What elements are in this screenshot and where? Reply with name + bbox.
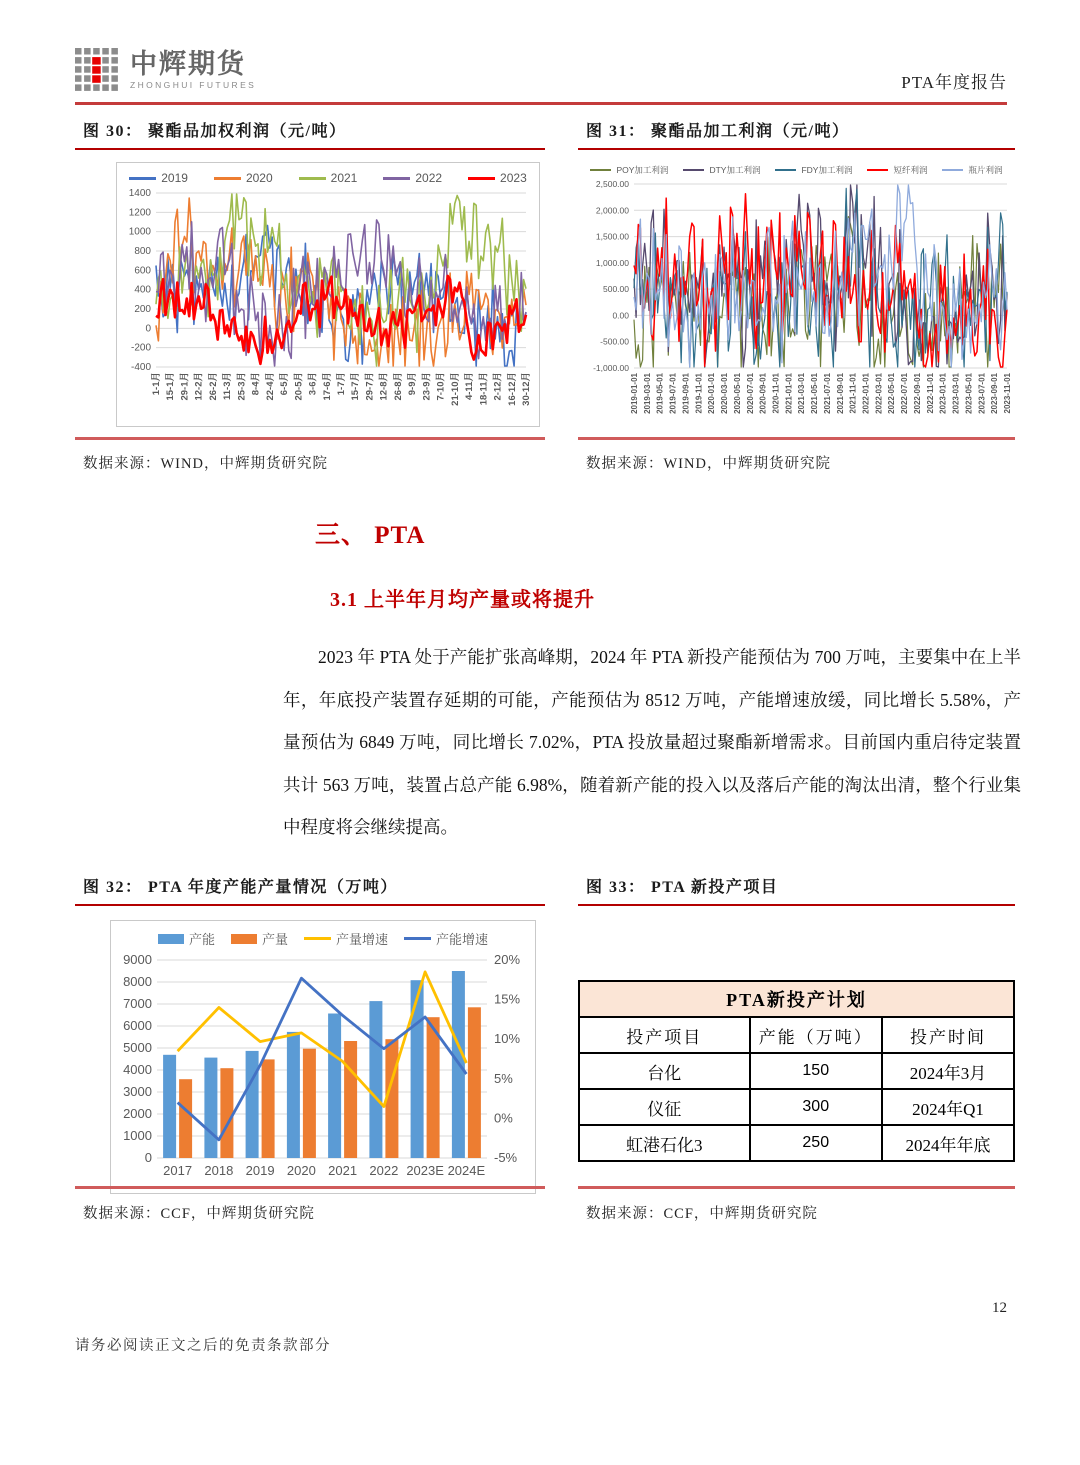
- svg-text:2020: 2020: [286, 1163, 316, 1178]
- svg-text:26-2月: 26-2月: [207, 372, 219, 401]
- svg-text:200: 200: [134, 304, 151, 315]
- svg-text:1,500.00: 1,500.00: [595, 231, 629, 242]
- svg-text:800: 800: [134, 246, 151, 257]
- svg-text:2019-01-01: 2019-01-01: [630, 373, 639, 414]
- svg-text:2024E: 2024E: [447, 1163, 486, 1178]
- table-header-2: 投产时间: [882, 1017, 1014, 1053]
- svg-text:2020-11-01: 2020-11-01: [771, 373, 781, 414]
- svg-text:11-3月: 11-3月: [222, 372, 234, 400]
- figure-30-bottom-rule: [75, 437, 545, 440]
- legend-item-产量: 产量: [231, 929, 288, 948]
- figure-30-block: [75, 116, 545, 488]
- processing-profit-chart-box: [578, 164, 1015, 433]
- svg-text:2020-07-01: 2020-07-01: [745, 373, 755, 414]
- svg-text:21-10月: 21-10月: [449, 372, 461, 406]
- figure-32-source: 数据来源：CCF，中辉期货研究院: [83, 1206, 315, 1222]
- legend-item-2021: 2021: [299, 171, 358, 185]
- legend-swatch: [404, 937, 431, 940]
- legend-item-产能: 产能: [158, 929, 215, 948]
- table-cell: 250: [750, 1125, 882, 1161]
- table-cell: 虹港石化3: [579, 1125, 750, 1161]
- legend-swatch: [590, 169, 611, 172]
- svg-text:2021: 2021: [328, 1163, 358, 1178]
- svg-text:2021-05-01: 2021-05-01: [810, 373, 820, 414]
- svg-text:2021-09-01: 2021-09-01: [835, 373, 845, 414]
- svg-text:3000: 3000: [123, 1084, 152, 1099]
- legend-swatch: [304, 937, 331, 940]
- chart32-legend: [111, 929, 535, 948]
- legend-swatch: [775, 169, 796, 172]
- bar-产能-2020: [287, 1032, 300, 1158]
- svg-text:4-11月: 4-11月: [464, 372, 476, 400]
- svg-text:0.00: 0.00: [612, 310, 629, 321]
- svg-text:2017: 2017: [163, 1163, 193, 1178]
- legend-item-产量增速: 产量增速: [304, 929, 388, 948]
- svg-text:2021-03-01: 2021-03-01: [797, 373, 807, 414]
- svg-text:2022-11-01: 2022-11-01: [925, 373, 935, 414]
- table-cell: 仪征: [579, 1089, 750, 1125]
- figure-33-bottom-rule: [578, 1186, 1015, 1189]
- svg-text:600: 600: [134, 265, 151, 277]
- svg-text:16-12月: 16-12月: [506, 372, 518, 406]
- legend-item-产能增速: 产能增速: [404, 929, 488, 948]
- svg-text:2019: 2019: [245, 1163, 275, 1178]
- body-paragraph: 2023 年 PTA 处于产能扩张高峰期，2024 年 PTA 新投产能预估为 700 万吨，主要集中在上半年，年底投产装置存延期的可能，产能预估为 8512 万吨，产能增速放缓，同比增长 5.58%，产量预估为 6849 万吨，同比增长 7.02%，PTA 投放量超过聚酯新增需求。目前国内重启待定装置共计 563 万吨，装置占总产能 6.98%，随着新产能的投入以及落后产能的淘汰出清，整个行业集中程度将会继续提高。: [283, 647, 1021, 837]
- table-cell: 2024年Q1: [882, 1089, 1014, 1125]
- svg-text:2023-01-01: 2023-01-01: [938, 373, 948, 414]
- svg-text:2022-07-01: 2022-07-01: [900, 373, 910, 414]
- svg-text:1000: 1000: [123, 1128, 152, 1143]
- bar-产能-2023E: [411, 980, 424, 1158]
- legend-swatch: [683, 169, 704, 172]
- section-heading: 三、 PTA: [315, 522, 426, 549]
- svg-text:2020-05-01: 2020-05-01: [732, 373, 742, 414]
- svg-text:8000: 8000: [123, 974, 152, 989]
- logo-company-name-en: ZHONGHUI FUTURES: [130, 80, 257, 90]
- svg-text:2020-09-01: 2020-09-01: [758, 373, 768, 414]
- figure-31-caption: 图 31： 聚酯品加工利润（元/吨）: [578, 116, 1015, 150]
- page-number: 12: [992, 1300, 1007, 1316]
- svg-text:-5%: -5%: [494, 1150, 518, 1165]
- svg-text:12-8月: 12-8月: [378, 372, 390, 401]
- svg-text:4000: 4000: [123, 1062, 152, 1077]
- svg-text:2021-01-01: 2021-01-01: [784, 373, 794, 414]
- svg-text:2019-09-01: 2019-09-01: [681, 373, 691, 414]
- bar-产量-2024E: [468, 1007, 481, 1158]
- svg-text:2000: 2000: [123, 1106, 152, 1121]
- svg-text:2019-11-01: 2019-11-01: [694, 373, 704, 414]
- processing-profit-line-chart: [578, 176, 1015, 428]
- legend-item-2020: 2020: [214, 171, 273, 185]
- svg-text:1,000.00: 1,000.00: [595, 257, 629, 268]
- figure-31-bottom-rule: [578, 437, 1015, 440]
- svg-text:2023E: 2023E: [406, 1163, 444, 1178]
- bar-产能-2018: [204, 1058, 217, 1158]
- legend-item-DTY加工利润: DTY加工利润: [683, 164, 760, 176]
- svg-text:20%: 20%: [494, 952, 521, 967]
- svg-text:23-9月: 23-9月: [421, 372, 433, 401]
- svg-text:7000: 7000: [123, 996, 152, 1011]
- svg-text:0: 0: [144, 1150, 152, 1165]
- svg-text:2018: 2018: [204, 1163, 234, 1178]
- table-cell: 2024年3月: [882, 1053, 1014, 1089]
- legend-item-FDY加工利润: FDY加工利润: [775, 164, 852, 176]
- table-cell: 台化: [579, 1053, 750, 1089]
- svg-text:18-11月: 18-11月: [478, 372, 490, 406]
- svg-text:1000: 1000: [128, 226, 151, 238]
- disclaimer-text: 请务必阅读正文之后的免责条款部分: [75, 1338, 331, 1354]
- svg-text:26-8月: 26-8月: [392, 372, 404, 401]
- legend-item-短纤利润: 短纤利润: [867, 164, 927, 176]
- legend-item-2019: 2019: [129, 171, 188, 185]
- svg-text:2022: 2022: [369, 1163, 399, 1178]
- svg-text:0: 0: [145, 323, 151, 335]
- svg-text:-400: -400: [130, 362, 151, 373]
- svg-text:15%: 15%: [494, 991, 521, 1007]
- svg-text:25-3月: 25-3月: [236, 372, 248, 401]
- table-row: [579, 1053, 1014, 1089]
- svg-text:2023-11-01: 2023-11-01: [1003, 373, 1012, 414]
- figure-32-caption: 图 32： PTA 年度产能产量情况（万吨）: [75, 872, 545, 906]
- svg-text:2019-03-01: 2019-03-01: [642, 373, 652, 414]
- svg-text:2019-07-01: 2019-07-01: [668, 373, 678, 414]
- bar-产量-2017: [179, 1079, 192, 1158]
- section-pta: [283, 515, 1021, 849]
- svg-text:6000: 6000: [123, 1018, 152, 1033]
- svg-text:2022-01-01: 2022-01-01: [861, 373, 871, 414]
- report-type-label: PTA年度报告: [901, 73, 1007, 92]
- svg-text:1-1月: 1-1月: [151, 372, 162, 396]
- legend-swatch: [214, 177, 241, 180]
- svg-text:2,000.00: 2,000.00: [595, 205, 629, 216]
- table-row: [579, 1125, 1014, 1161]
- figure-33-caption: 图 33： PTA 新投产项目: [578, 872, 1015, 906]
- svg-text:2023-03-01: 2023-03-01: [951, 373, 961, 414]
- svg-text:8-4月: 8-4月: [250, 372, 262, 396]
- figure-33-source: 数据来源：CCF，中辉期货研究院: [586, 1206, 818, 1222]
- svg-text:2023-05-01: 2023-05-01: [964, 373, 974, 414]
- bar-产能-2021: [328, 1014, 341, 1159]
- svg-text:5%: 5%: [494, 1070, 513, 1086]
- figure-row-top: [75, 116, 1015, 488]
- weighted-profit-line-chart: [118, 187, 534, 419]
- svg-text:2022-03-01: 2022-03-01: [874, 373, 884, 414]
- svg-text:2023-09-01: 2023-09-01: [990, 373, 1000, 414]
- table-row: [579, 1089, 1014, 1125]
- svg-text:15-7月: 15-7月: [350, 372, 362, 401]
- svg-text:2021-07-01: 2021-07-01: [822, 373, 832, 414]
- capacity-output-combo-chart: [111, 948, 533, 1184]
- legend-swatch: [867, 169, 888, 172]
- svg-text:2019-05-01: 2019-05-01: [655, 373, 665, 414]
- page-header: [75, 48, 1007, 93]
- svg-text:5000: 5000: [123, 1040, 152, 1055]
- svg-text:3-6月: 3-6月: [307, 372, 319, 396]
- svg-text:-1,000.00: -1,000.00: [593, 363, 629, 373]
- capacity-output-chart-box: [110, 920, 536, 1194]
- legend-swatch: [129, 177, 156, 180]
- svg-text:7-10月: 7-10月: [435, 372, 447, 401]
- logo-grid-icon: [75, 48, 121, 92]
- svg-text:2,500.00: 2,500.00: [595, 179, 629, 189]
- bar-产能-2019: [246, 1051, 259, 1158]
- legend-swatch: [158, 934, 184, 944]
- svg-text:2020-01-01: 2020-01-01: [707, 373, 717, 414]
- figure-32-bottom-rule: [75, 1186, 545, 1189]
- legend-swatch: [468, 177, 495, 180]
- figure-row-bottom: [75, 872, 1015, 1222]
- legend-swatch: [299, 177, 326, 180]
- legend-swatch: [231, 934, 257, 944]
- figure-31-source: 数据来源：WIND，中辉期货研究院: [586, 456, 831, 472]
- svg-text:29-1月: 29-1月: [179, 372, 191, 401]
- legend-swatch: [942, 169, 963, 172]
- table-cell: 300: [750, 1089, 882, 1125]
- svg-text:2022-09-01: 2022-09-01: [912, 373, 922, 414]
- table-cell: 150: [750, 1053, 882, 1089]
- svg-text:9000: 9000: [123, 952, 152, 967]
- svg-text:22-4月: 22-4月: [264, 372, 276, 401]
- subsection-heading: 3.1 上半年月均产量或将提升: [330, 589, 595, 611]
- company-logo: [75, 48, 256, 92]
- chart31-legend: [578, 164, 1015, 176]
- svg-text:15-1月: 15-1月: [165, 372, 177, 401]
- bar-产量-2021: [344, 1041, 357, 1158]
- svg-text:500.00: 500.00: [603, 284, 629, 295]
- legend-item-2022: 2022: [383, 171, 442, 185]
- figure-33-block: [578, 872, 1015, 1222]
- bar-产量-2020: [303, 1049, 316, 1158]
- bar-产能-2022: [369, 1001, 382, 1158]
- svg-text:2021-11-01: 2021-11-01: [848, 373, 858, 414]
- legend-item-POY加工利润: POY加工利润: [590, 164, 668, 176]
- figure-32-block: [75, 872, 545, 1222]
- weighted-profit-chart-box: [116, 162, 540, 427]
- figure-30-source: 数据来源：WIND，中辉期货研究院: [83, 456, 328, 472]
- svg-text:2020-03-01: 2020-03-01: [720, 373, 730, 414]
- svg-text:9-9月: 9-9月: [407, 372, 419, 396]
- table-header-0: 投产项目: [579, 1017, 750, 1053]
- svg-text:1400: 1400: [128, 188, 151, 199]
- svg-text:10%: 10%: [494, 1031, 521, 1047]
- table-header-1: 产能（万吨）: [750, 1017, 882, 1053]
- svg-text:400: 400: [134, 284, 151, 296]
- svg-text:1-7月: 1-7月: [336, 372, 347, 396]
- svg-text:2022-05-01: 2022-05-01: [887, 373, 897, 414]
- header-divider: [75, 102, 1007, 105]
- svg-text:29-7月: 29-7月: [364, 372, 376, 401]
- table-title: PTA新投产计划: [579, 981, 1014, 1017]
- bar-产能-2017: [163, 1055, 176, 1158]
- figure-30-caption: 图 30： 聚酯品加权利润（元/吨）: [75, 116, 545, 150]
- svg-text:17-6月: 17-6月: [321, 372, 333, 401]
- bar-产量-2019: [262, 1059, 275, 1158]
- svg-text:2023-07-01: 2023-07-01: [977, 373, 987, 414]
- pta-new-projects-table: [578, 980, 1015, 1162]
- legend-swatch: [383, 177, 410, 180]
- svg-text:-500.00: -500.00: [600, 336, 629, 347]
- svg-text:-200: -200: [130, 342, 151, 354]
- svg-text:6-5月: 6-5月: [279, 372, 291, 396]
- chart30-legend: [118, 171, 538, 185]
- bar-产量-2018: [220, 1068, 233, 1158]
- svg-text:1200: 1200: [128, 207, 151, 219]
- legend-item-瓶片利润: 瓶片利润: [942, 164, 1002, 176]
- legend-item-2023: 2023: [468, 171, 527, 185]
- svg-text:2-12月: 2-12月: [492, 372, 504, 401]
- logo-company-name: 中辉期货: [130, 49, 246, 79]
- svg-text:12-2月: 12-2月: [193, 372, 205, 401]
- bar-产量-2023E: [427, 1017, 440, 1158]
- svg-text:30-12月: 30-12月: [521, 372, 532, 406]
- figure-31-block: [578, 116, 1015, 488]
- new-projects-table-container: [578, 980, 1015, 1162]
- svg-text:0%: 0%: [494, 1110, 513, 1126]
- svg-text:20-5月: 20-5月: [293, 372, 305, 401]
- table-cell: 2024年年底: [882, 1125, 1014, 1161]
